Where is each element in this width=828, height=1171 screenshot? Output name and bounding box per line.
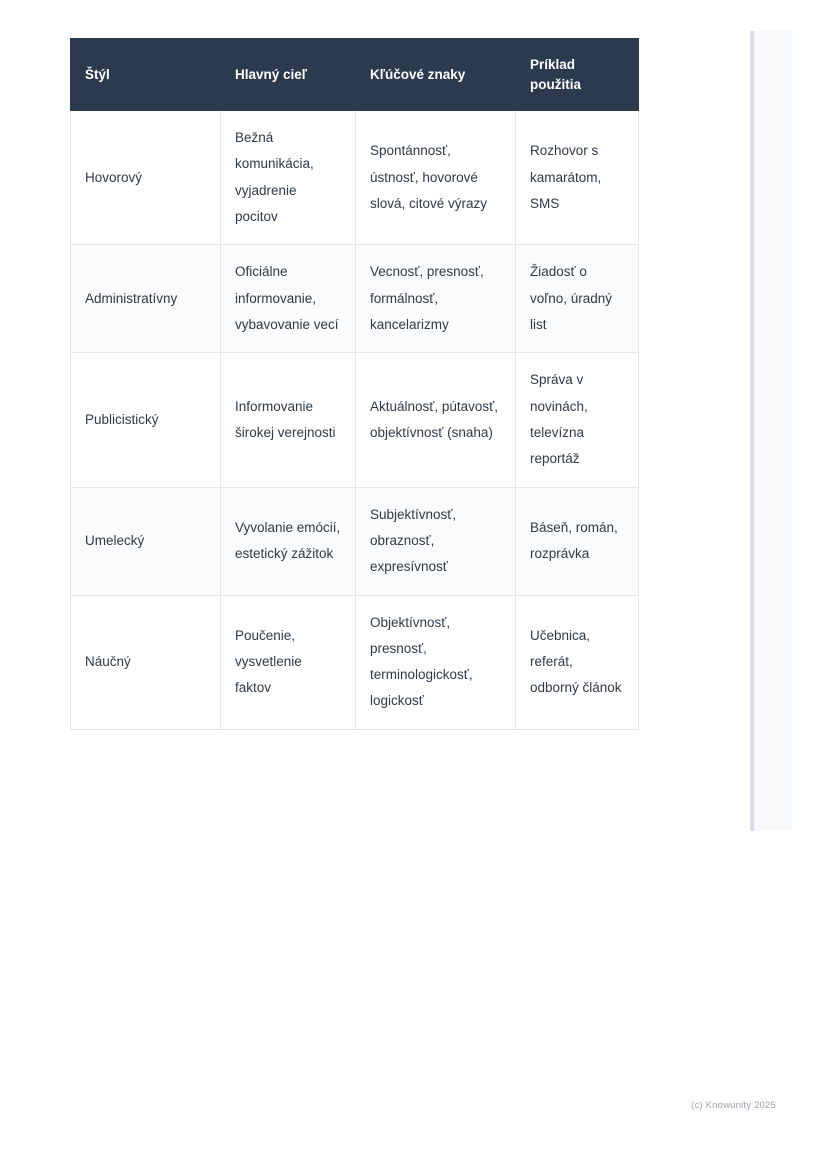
cell-features: Spontánnosť, ústnosť, hovorové slová, citové výrazy: [356, 111, 516, 245]
cell-example: Správa v novinách, televízna reportáž: [516, 353, 639, 487]
table-row: [71, 111, 639, 245]
scrollbar-thumb[interactable]: [751, 31, 754, 831]
cell-style: Hovorový: [71, 111, 221, 245]
cell-style: Publicistický: [71, 353, 221, 487]
cell-features: Subjektívnosť, obraznosť, expresívnosť: [356, 487, 516, 595]
cell-features: Aktuálnosť, pútavosť, objektívnosť (snaha): [356, 353, 516, 487]
table-row: [71, 595, 639, 729]
cell-example: Báseň, román, rozprávka: [516, 487, 639, 595]
cell-features: Vecnosť, presnosť, formálnosť, kancelarizmy: [356, 245, 516, 353]
cell-goal: Bežná komunikácia, vyjadrenie pocitov: [221, 111, 356, 245]
column-header-goal: Hlavný cieľ: [221, 39, 356, 111]
table-row: [71, 487, 639, 595]
copyright-footer: (c) Knowunity 2025: [691, 1100, 776, 1111]
cell-example: Rozhovor s kamarátom, SMS: [516, 111, 639, 245]
table-header: [71, 39, 639, 111]
cell-goal: Poučenie, vysvetlenie faktov: [221, 595, 356, 729]
table-body: [71, 111, 639, 730]
table-row: [71, 245, 639, 353]
table-row: [71, 353, 639, 487]
language-styles-table-container: [70, 38, 638, 730]
cell-style: Administratívny: [71, 245, 221, 353]
cell-example: Žiadosť o voľno, úradný list: [516, 245, 639, 353]
cell-goal: Oficiálne informovanie, vybavovanie vecí: [221, 245, 356, 353]
cell-style: Umelecký: [71, 487, 221, 595]
table-header-row: [71, 39, 639, 111]
cell-goal: Informovanie širokej verejnosti: [221, 353, 356, 487]
column-header-style: Štýl: [71, 39, 221, 111]
cell-goal: Vyvolanie emócií, estetický zážitok: [221, 487, 356, 595]
page-scroll-rail[interactable]: [750, 31, 792, 831]
column-header-example: Príklad použitia: [516, 39, 639, 111]
cell-features: Objektívnosť, presnosť, terminologickosť, logickosť: [356, 595, 516, 729]
cell-example: Učebnica, referát, odborný článok: [516, 595, 639, 729]
cell-style: Náučný: [71, 595, 221, 729]
column-header-features: Kľúčové znaky: [356, 39, 516, 111]
language-styles-table: [70, 38, 639, 730]
